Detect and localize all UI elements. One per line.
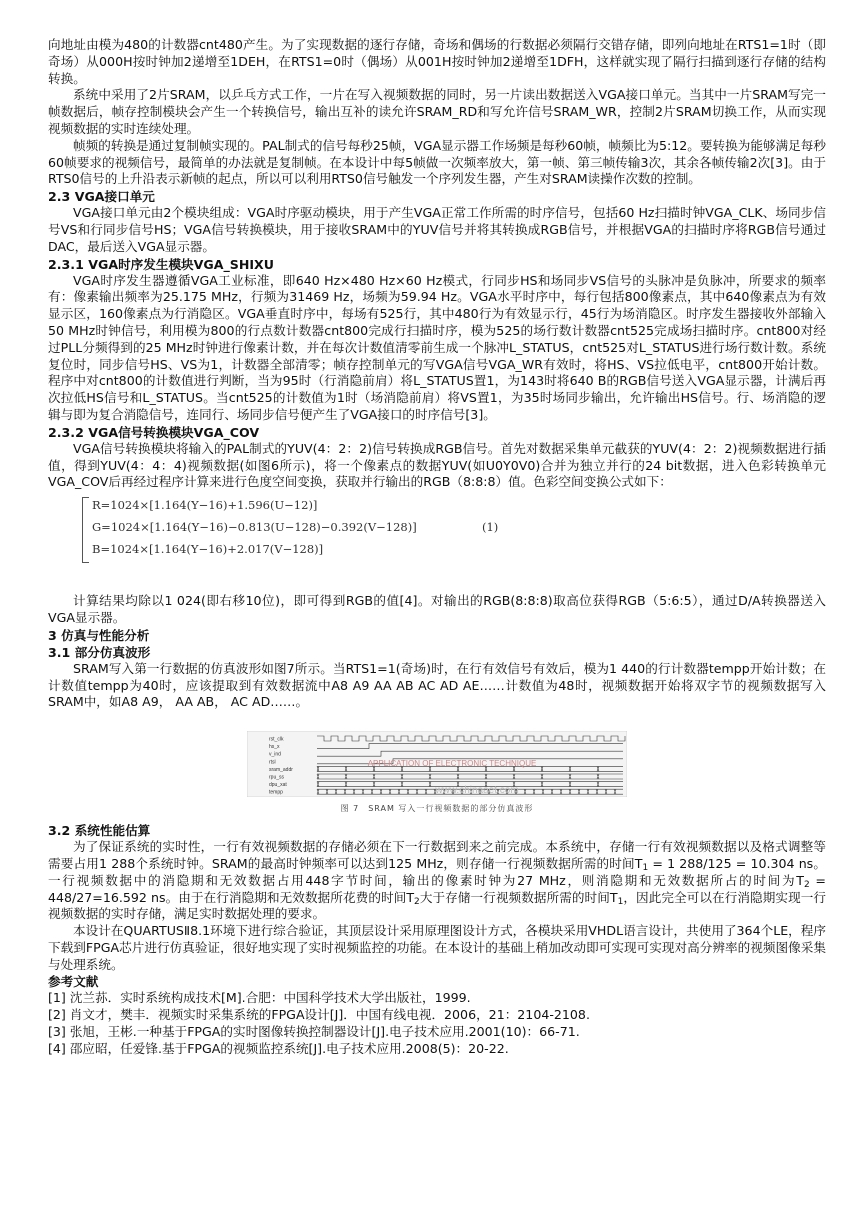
- paragraph: VGA信号转换模块将输入的PAL制式的YUV(4：2：2)信号转换成RGB信号。首先对数据采集单元截获的YUV(4：2：2)视频数据进行插值，得到YUV(4：4：4)视频数据(如图6所示)，将一个像素点的数据YUV(如U0Y0V0)合并为独立并行的24 bit数据，进入色彩转换单元VGA_COV后再经过程序计算来进行色度空间变换，获取并行输出的RGB（8:8:8）值。色彩空间变换公式如下：: [48, 440, 826, 490]
- subscript: 2: [414, 896, 420, 907]
- paragraph: 系统中采用了2片SRAM，以乒乓方式工作，一片在写入视频数据的同时，另一片读出数据送入VGA接口单元。当其中一片SRAM写完一帧数据后，帧存控制模块会产生一个转换信号，输出互补的读允许SRAM_RD和写允许信号SRAM_WR，控制2片SRAM切换工作，从而实现视频数据的实时连续处理。: [48, 87, 826, 136]
- signal-label: rpu_ss: [269, 774, 285, 781]
- reference-item: [4] 邵应昭，任爱锋.基于FPGA的视频监控系统[J].电子技术应用.2008(5)：20-22.: [48, 1040, 509, 1056]
- paragraph: 计算结果均除以1 024(即右移10位)，即可得到RGB的值[4]。对输出的RGB(8:8:8)取高位获得RGB（5:6:5），通过D/A转换器送入VGA显示器。: [48, 593, 826, 625]
- paragraph: VGA时序发生器遵循VGA工业标准，即640 Hz×480 Hz×60 Hz模式，行同步HS和场同步VS信号的头脉冲是负脉冲，所要求的频率有：像素输出频率为25.175 MHz，行频为31469 Hz，场频为59.94 Hz。VGA水平时序中，每行包括800像素点，其中640像素点为有效显示区，160像素点为行消隐区。VGA垂直时序中，每场有525行，其中480行为有效显示行，45行为场消隐区。时序发生器接收外部输入50 MHz时钟信号，利用模为800的行点数计数器cnt800完成行扫描时序，模为525的场行数计数器cnt525完成场扫描时序。cnt800对经过PLL分频得到的25 MHz时钟进行像素计数，并在每次计数值清零前生成一个脉冲L_STATUS，cnt525对L_STATUS进行场行数计数。系统复位时，同步信号HS、VS为1，计数器全部清零；帧存控制单元的写VGA信号VGA_WR有效时，将HS、VS拉低电平，cnt800开始计数。程序中对cnt800的计数值进行判断，当为95时（行消隐前肩）将L_STATUS置1，为143时将640 B的RGB信号送入VGA显示器，计满后再次拉低HS信号和L_STATUS。当cnt525的计数值为1时（场消隐前肩）将VS置1，为35时场同步输出，允许输出HS信号。行、场消隐的逻辑与即为复合消隐信号，连同行、场同步信号便产生了VGA接口的时序信号[3]。: [48, 272, 826, 422]
- paragraph: 帧频的转换是通过复制帧实现的。PAL制式的信号每秒25帧，VGA显示器工作场频是每秒60帧，帧频比为5:12。要转换为能够满足每秒60帧要求的视频信号，最简单的办法就是复制帧。在本设计中每5帧做一次频率放大，第一帧、第三帧传输3次，其余各帧传输2次[3]。由于RTS0信号的上升沿表示新帧的起点，所以可以利用RTS0信号触发一个序列发生器，产生对SRAM读操作次数的控制。: [48, 137, 826, 187]
- text-run: = 448/27=16.592 ns。由于在行消隐期和无效数据所花费的时间T: [48, 872, 826, 905]
- watermark-url: www.chinaaet.com: [435, 785, 519, 797]
- subsection-heading: 2.3.1 VGA时序发生模块VGA_SHIXU: [48, 256, 274, 272]
- figure-7: [48, 731, 826, 814]
- article-page: [48, 37, 826, 1058]
- subscript: 1: [642, 862, 649, 873]
- signal-label: v_ind: [269, 751, 281, 758]
- signal-label: sram_addr: [269, 767, 293, 774]
- paragraph: [48, 839, 826, 923]
- color-space-formula: [82, 497, 826, 571]
- paragraph: 向地址由模为480的计数器cnt480产生。为了实现数据的逐行存储，奇场和偶场的行数据必须隔行交错存储，即列向地址在RTS1=1时（即奇场）从000H按时钟加2递增至1DEH，在RTS1=0时（偶场）从001H按时钟加2递增至1DFH，这样就实现了隔行扫描到逐行存储的结构转换。: [48, 37, 826, 86]
- reference-item: [1] 沈兰荪．实时系统构成技术[M].合肥：中国科学技术大学出版社，1999.: [48, 990, 471, 1006]
- section-heading: 3.1 部分仿真波形: [48, 644, 151, 660]
- figure-caption: 图 7 SRAM 写入一行视频数据的部分仿真波形: [340, 804, 534, 814]
- references: [48, 973, 826, 1057]
- subscript: 1: [617, 896, 624, 907]
- reference-item: [2] 肖文才，樊丰．视频实时采集系统的FPGA设计[J]．中国有线电视．2006，21：2104-2108.: [48, 1007, 590, 1023]
- signal-label: hs_x: [269, 744, 280, 751]
- section-heading: 3.2 系统性能估算: [48, 823, 151, 839]
- text-run: 为了保证系统的实时性，一行有效视频数据的存储必须在下一行数据到来之前完成。本系统中，存储一行有效视频数据以及格式调整等需要占用1 288个系统时钟。SRAM的最高时钟频率可以达到125 MHz，则存储一行视频数据所需的时间T: [48, 839, 826, 871]
- text-run: = 1 288/125 = 10.304 ns。一行视频数据中的消隐期和无效数据占用448字节时间，输出的像素时钟为27 MHz，则消隐期和无效数据所占的时间为T: [48, 855, 826, 888]
- signal-label: rst_clk: [269, 736, 284, 743]
- paragraph: 本设计在QUARTUSⅡ8.1环境下进行综合验证，其顶层设计采用原理图设计方式，各模块采用VHDL语言设计，共使用了364个LE，程序下载到FPGA芯片进行仿真验证，很好地实现了实时视频监控的功能。在本设计的基础上稍加改动即可实现可实现对高分辨率的视频图像采集与处理系统。: [48, 923, 826, 972]
- formula-line-g: G=1024×[1.164(Y−16)−0.813(U−128)−0.392(V−128)]: [92, 520, 417, 535]
- formula-line-b: B=1024×[1.164(Y−16)+2.017(V−128)]: [92, 542, 324, 557]
- reference-item: [3] 张旭，王彬.一种基于FPGA的实时图像转换控制器设计[J].电子技术应用.2001(10)：66-71.: [48, 1024, 580, 1040]
- signal-label: dpu_xat: [269, 782, 287, 789]
- signal-label: tempp: [269, 789, 283, 796]
- text-run: 大于存储一行视频数据所需的时间T: [419, 889, 618, 905]
- paragraph: SRAM写入第一行数据的仿真波形如图7所示。当RTS1=1(奇场)时，在行有效信号有效后，模为1 440的行计数器tempp开始计数；在计数值tempp为40时，应该提取到有效数据流中A8 A9 AA AB AC AD AE……计数值为48时，视频数据开始将双字节的视频数据写入SRAM中，如A8 A9， AA AB， AC AD……。: [48, 660, 826, 710]
- paragraph: VGA接口单元由2个模块组成：VGA时序驱动模块，用于产生VGA正常工作所需的时序信号，包括60 Hz扫描时钟VGA_CLK、场同步信号VS和行同步信号HS；VGA信号转换模块，用于接收SRAM中的YUV信号并将其转换成RGB信号，并根据VGA的扫描时序将RGB信号通过DAC，最后送入VGA显示器。: [48, 205, 826, 254]
- formula-line-r: R=1024×[1.164(Y−16)+1.596(U−12)]: [92, 498, 318, 513]
- watermark-text: APPLICATION OF ELECTRONIC TECHNIQUE: [367, 759, 537, 769]
- formula-brace: [82, 497, 89, 563]
- section-heading: 2.3 VGA接口单元: [48, 189, 155, 205]
- subscript: 2: [803, 879, 810, 890]
- section-heading: 3 仿真与性能分析: [48, 627, 150, 643]
- subsection-heading: 2.3.2 VGA信号转换模块VGA_COV: [48, 424, 260, 440]
- waveform-image: [247, 731, 627, 797]
- formula-number: (1): [482, 520, 499, 535]
- references-title: 参考文献: [48, 974, 99, 990]
- text-run: ，因此完全可以在行消隐期实现一行视频数据的实时存储，满足实时数据处理的要求。: [48, 889, 827, 922]
- signal-label: rtsl: [269, 759, 276, 766]
